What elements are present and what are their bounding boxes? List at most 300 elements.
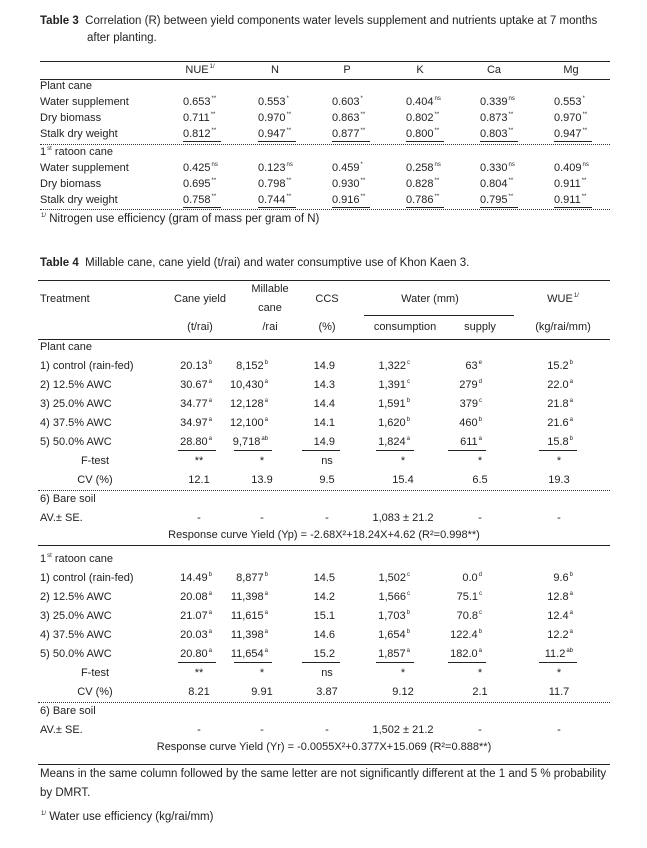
- table3-cell: [480, 178, 513, 190]
- table4-cell: [340, 417, 410, 429]
- table4-cell: [503, 360, 573, 372]
- significance-mark: **: [508, 178, 514, 184]
- table3-cell: [554, 96, 585, 108]
- significance-mark: **: [286, 194, 292, 200]
- table4-cell: [266, 648, 336, 660]
- av-value: -: [325, 512, 329, 524]
- table3-header-k: [390, 64, 450, 76]
- cell-underline: [448, 662, 486, 663]
- table3-cell: [258, 128, 291, 140]
- cell-value: 0.404: [406, 96, 434, 108]
- cell-value: 0.828: [406, 178, 434, 190]
- significance-mark: ns: [286, 162, 293, 168]
- cv-value: 15.4: [392, 474, 414, 486]
- cell-value: 0.863: [332, 112, 360, 124]
- significance-mark: **: [582, 128, 588, 134]
- cell-value: 122.4: [450, 629, 478, 641]
- letter-mark: c: [407, 591, 410, 597]
- letter-mark: ab: [566, 648, 573, 654]
- table4-cell: [266, 360, 336, 372]
- significance-mark: **: [434, 128, 440, 134]
- table4-caption-text: Millable cane, cane yield (t/rai) and water consumptive use of Khon Kaen 3.: [85, 257, 470, 269]
- cell-value: 0.877: [332, 128, 360, 140]
- table4-cell: [503, 591, 573, 603]
- table3-header-label: Ca: [486, 64, 502, 76]
- section-title-sup: st: [47, 146, 52, 152]
- cell-value: 460: [459, 417, 478, 429]
- table4-row-label: 3) 25.0% AWC: [40, 610, 112, 622]
- cell-value: 12.4: [547, 610, 569, 622]
- significance-mark: **: [434, 194, 440, 200]
- table3-row-label: Water supplement: [40, 162, 129, 174]
- table4-label: Table 4: [40, 257, 79, 269]
- cell-value: 0.653: [183, 96, 211, 108]
- cell-value: 11.2: [544, 648, 566, 660]
- table3-cell: [258, 112, 291, 124]
- table4-cell: [198, 379, 268, 391]
- table3-caption: [40, 13, 597, 30]
- header-supply-text: supply: [464, 321, 496, 333]
- cell-value: 0.258: [406, 162, 434, 174]
- ftest-value: **: [194, 455, 204, 467]
- ftest-value: **: [194, 667, 204, 679]
- table4-cell: [198, 572, 268, 584]
- section-title-text: 1: [40, 553, 47, 565]
- letter-mark: a: [264, 610, 268, 616]
- header-wue-text: WUE: [547, 293, 573, 305]
- cell-underline: [406, 141, 444, 142]
- header-millable-2-text: cane: [258, 302, 282, 314]
- table4-row-label: 4) 37.5% AWC: [40, 629, 112, 641]
- cell-value: 0.459: [332, 162, 360, 174]
- cell-value: 0.425: [183, 162, 211, 174]
- table4-dotted-separator: [38, 490, 610, 491]
- table4-note-line2: by DMRT.: [40, 787, 91, 799]
- av-value: -: [557, 512, 561, 524]
- cv-value: 8.21: [188, 686, 210, 698]
- table4-cell: [412, 417, 482, 429]
- header-ccs-unit-text: (%): [318, 321, 336, 333]
- table3-cell: [332, 178, 365, 190]
- cell-value: 14.3: [313, 379, 335, 391]
- cell-value: 1,654: [378, 629, 406, 641]
- ftest-label: F-test: [80, 455, 110, 467]
- table3-cell: [406, 162, 441, 174]
- table4-cell: [340, 572, 410, 584]
- av-value: -: [325, 724, 329, 736]
- letter-mark: a: [208, 398, 212, 404]
- cell-underline: [234, 450, 272, 451]
- header-ccs-text: CCS: [315, 293, 339, 305]
- cell-underline: [258, 141, 296, 142]
- cell-underline: [178, 450, 216, 451]
- av-value: -: [557, 724, 561, 736]
- table3-caption-line1: Correlation (R) between yield components water levels supplement and nutrients uptake at 7 months: [85, 15, 598, 27]
- cv-value: 2.1: [472, 686, 488, 698]
- cell-value: 0.911: [554, 194, 581, 206]
- letter-mark: b: [406, 417, 410, 423]
- cell-value: 21.07: [180, 610, 208, 622]
- header-water-underline: [364, 315, 514, 316]
- header-ccs-unit: [302, 321, 352, 333]
- ftest-value: ns: [321, 667, 333, 679]
- table3-row-label: Water supplement: [40, 96, 129, 108]
- cell-value: 0.873: [480, 112, 508, 124]
- significance-mark: **: [581, 178, 587, 184]
- table4-dotted-separator: [38, 702, 610, 703]
- significance-mark: **: [360, 128, 366, 134]
- bare-soil-label: 6) Bare soil: [40, 493, 96, 505]
- table4-header-rule: [38, 339, 610, 340]
- table4-cell: [412, 572, 482, 584]
- table3-section-title: [40, 80, 92, 92]
- header-treatment-text: Treatment: [40, 293, 90, 305]
- table3-label: Table 3: [40, 15, 79, 27]
- table4-cell: [266, 610, 336, 622]
- cell-value: 0.930: [332, 178, 360, 190]
- cell-value: 9,718: [232, 436, 261, 448]
- table4-caption: [40, 255, 469, 272]
- table4-cell: [340, 398, 410, 410]
- cell-value: 30.67: [180, 379, 208, 391]
- letter-mark: c: [479, 398, 482, 404]
- table3-footnote-text: Nitrogen use efficiency (gram of mass per gram of N): [46, 213, 320, 225]
- table4-cell: [266, 417, 336, 429]
- cell-underline: [332, 207, 370, 208]
- cv-value: 9.91: [251, 686, 273, 698]
- table3-header-p: [317, 64, 377, 76]
- cv-value: 13.9: [251, 474, 273, 486]
- table3-cell: [332, 162, 363, 174]
- cell-value: 9.6: [553, 572, 569, 584]
- cell-value: 21.8: [547, 398, 569, 410]
- cell-value: 0.795: [480, 194, 508, 206]
- cell-value: 14.49: [180, 572, 208, 584]
- letter-mark: a: [569, 629, 573, 635]
- ftest-value: *: [400, 455, 406, 467]
- table3-cell: [258, 162, 293, 174]
- table3-header-nue: [170, 64, 230, 76]
- letter-mark: a: [208, 379, 212, 385]
- cell-underline: [554, 141, 592, 142]
- av-value: -: [197, 724, 201, 736]
- cell-underline: [406, 207, 444, 208]
- table3-cell: [332, 112, 365, 124]
- table4-section-title: [40, 341, 92, 353]
- ftest-label: F-test: [80, 667, 110, 679]
- header-wue-unit-text: (kg/rai/mm): [535, 321, 591, 333]
- table3-row-label: Stalk dry weight: [40, 194, 118, 206]
- cell-value: 0.947: [554, 128, 582, 140]
- table3-row-label: Stalk dry weight: [40, 128, 118, 140]
- table4-wue-note-text: Water use efficiency (kg/rai/mm): [46, 811, 214, 823]
- header-millable-2: [235, 302, 305, 314]
- cell-value: 0.695: [183, 178, 211, 190]
- letter-mark: ab: [261, 436, 268, 442]
- table4-row-label: 3) 25.0% AWC: [40, 398, 112, 410]
- table3-header-n: [245, 64, 305, 76]
- letter-mark: a: [406, 648, 410, 654]
- significance-mark: **: [581, 194, 587, 200]
- header-water-text: Water (mm): [401, 293, 459, 305]
- table3-cell: [332, 96, 363, 108]
- ftest-value: *: [259, 455, 265, 467]
- letter-mark: a: [208, 648, 212, 654]
- table3-cell: [554, 128, 587, 140]
- ftest-value: *: [556, 667, 562, 679]
- table3-cell: [554, 112, 587, 124]
- cell-underline: [234, 662, 272, 663]
- ftest-value: *: [400, 667, 406, 679]
- wue-note-marker: 1/: [41, 811, 47, 817]
- table3-cell: [332, 128, 365, 140]
- table4-cell: [340, 591, 410, 603]
- letter-mark: a: [569, 398, 573, 404]
- cell-value: 34.97: [180, 417, 208, 429]
- cell-value: 14.5: [313, 572, 335, 584]
- letter-mark: a: [264, 417, 268, 423]
- table3-cell: [406, 112, 439, 124]
- table3-section-title: [40, 146, 113, 158]
- cell-value: 0.0: [462, 572, 478, 584]
- cell-value: 12,128: [230, 398, 264, 410]
- letter-mark: b: [478, 417, 482, 423]
- cell-value: 1,502: [378, 572, 406, 584]
- cell-underline: [302, 450, 340, 451]
- significance-mark: **: [211, 96, 217, 102]
- table3-cell: [554, 194, 586, 206]
- cell-value: 8,877: [236, 572, 264, 584]
- header-cane-yield-text: Cane yield: [174, 293, 226, 305]
- cell-value: 1,322: [378, 360, 406, 372]
- section-title-text: Plant cane: [40, 341, 92, 353]
- table4-cell: [340, 360, 410, 372]
- cell-value: 0.123: [258, 162, 286, 174]
- ftest-value: *: [477, 455, 483, 467]
- table3-cell: [480, 128, 513, 140]
- table4-cell: [503, 610, 573, 622]
- letter-mark: a: [569, 610, 573, 616]
- cell-underline: [480, 141, 518, 142]
- significance-mark: **: [360, 112, 366, 118]
- table4-cell: [412, 610, 482, 622]
- cell-underline: [376, 450, 414, 451]
- table4-note-line1: Means in the same column followed by the same letter are not significantly different at the 1 and 5 % probability: [40, 768, 607, 780]
- letter-mark: a: [264, 648, 268, 654]
- header-millable-1: [235, 283, 305, 295]
- table4-cell: [412, 648, 482, 660]
- header-supply: [450, 321, 510, 333]
- table3-header-label: NUE: [185, 64, 209, 76]
- av-se-label: AV.± SE.: [40, 512, 83, 524]
- cell-value: 279: [459, 379, 478, 391]
- table4-cell: [266, 591, 336, 603]
- letter-mark: c: [479, 610, 482, 616]
- footnote-marker: 1/: [41, 213, 47, 219]
- cell-value: 20.80: [180, 648, 208, 660]
- table4-cell: [412, 629, 482, 641]
- nue-footnote-marker: 1/: [209, 64, 215, 70]
- letter-mark: a: [208, 417, 212, 423]
- cell-underline: [539, 450, 577, 451]
- table3-cell: [406, 96, 441, 108]
- av-value: -: [478, 724, 482, 736]
- cell-value: 0.916: [332, 194, 360, 206]
- table4-row-label: 2) 12.5% AWC: [40, 379, 112, 391]
- table3-cell: [406, 128, 439, 140]
- letter-mark: d: [478, 572, 482, 578]
- cell-value: 379: [459, 398, 478, 410]
- cell-value: 0.970: [554, 112, 582, 124]
- table4-cell: [503, 629, 573, 641]
- letter-mark: d: [478, 379, 482, 385]
- header-millable-unit: [235, 321, 305, 333]
- cell-value: 1,566: [378, 591, 406, 603]
- table3-header-mg: [541, 64, 601, 76]
- cell-value: 182.0: [450, 648, 478, 660]
- cell-value: 14.6: [313, 629, 335, 641]
- header-cane-yield-unit-text: (t/rai): [187, 321, 213, 333]
- cell-value: 21.6: [547, 417, 569, 429]
- letter-mark: b: [264, 572, 268, 578]
- significance-mark: **: [508, 194, 514, 200]
- cell-value: 11,654: [230, 648, 264, 660]
- cell-value: 20.03: [180, 629, 208, 641]
- cell-value: 0.339: [480, 96, 508, 108]
- cell-value: 0.802: [406, 112, 434, 124]
- significance-mark: **: [286, 178, 292, 184]
- cell-value: 12.2: [547, 629, 569, 641]
- letter-mark: b: [406, 610, 410, 616]
- letter-mark: b: [264, 360, 268, 366]
- table3-row-label: Dry biomass: [40, 112, 102, 124]
- letter-mark: c: [407, 572, 410, 578]
- header-millable-unit-text: /rai: [262, 321, 278, 333]
- significance-mark: *: [286, 96, 289, 102]
- header-cane-yield-unit: [160, 321, 240, 333]
- letter-mark: b: [569, 572, 573, 578]
- letter-mark: c: [479, 591, 482, 597]
- cell-value: 1,857: [378, 648, 406, 660]
- bare-soil-label: 6) Bare soil: [40, 705, 96, 717]
- header-water: [370, 293, 490, 305]
- cell-value: 0.798: [258, 178, 286, 190]
- header-treatment: [40, 293, 90, 305]
- significance-mark: ns: [211, 162, 218, 168]
- table3-header-label: N: [271, 64, 279, 76]
- letter-mark: a: [478, 648, 482, 654]
- cell-value: 1,591: [378, 398, 406, 410]
- table3-footnote: [40, 211, 319, 228]
- letter-mark: b: [208, 360, 212, 366]
- table4-cell: [340, 648, 410, 660]
- table4-cell: [503, 417, 573, 429]
- cell-value: 0.603: [332, 96, 360, 108]
- cell-value: 0.553: [554, 96, 582, 108]
- letter-mark: a: [569, 417, 573, 423]
- significance-mark: ns: [434, 162, 441, 168]
- cv-value: 9.12: [392, 686, 414, 698]
- table4-cell: [198, 648, 268, 660]
- significance-mark: *: [360, 162, 363, 168]
- significance-mark: **: [508, 128, 514, 134]
- table3-cell: [258, 96, 289, 108]
- cell-underline: [448, 450, 486, 451]
- significance-mark: **: [286, 112, 292, 118]
- av-value: -: [260, 724, 264, 736]
- significance-mark: **: [360, 178, 366, 184]
- table4-cell: [503, 572, 573, 584]
- cv-value: 6.5: [472, 474, 488, 486]
- cell-underline: [183, 207, 221, 208]
- letter-mark: a: [208, 610, 212, 616]
- table4-cell: [198, 436, 268, 448]
- table3-cell: [183, 96, 216, 108]
- table4-cell: [198, 398, 268, 410]
- table4-row-label: 2) 12.5% AWC: [40, 591, 112, 603]
- cell-value: 0.812: [183, 128, 211, 140]
- header-ccs: [302, 293, 352, 305]
- significance-mark: **: [360, 194, 366, 200]
- letter-mark: a: [264, 591, 268, 597]
- table4-bottom-rule: [38, 764, 610, 765]
- table4-section-rule: [38, 545, 610, 546]
- cell-value: 0.800: [406, 128, 434, 140]
- cell-underline: [539, 662, 577, 663]
- table3-cell: [258, 194, 291, 206]
- table3-row-label: Dry biomass: [40, 178, 102, 190]
- cell-value: 8,152: [236, 360, 264, 372]
- significance-mark: ns: [508, 96, 515, 102]
- cv-label: CV (%): [77, 686, 113, 698]
- cell-value: 14.1: [313, 417, 335, 429]
- table4-cell: [198, 610, 268, 622]
- table3-dotted-separator: [40, 209, 610, 210]
- significance-mark: ns: [434, 96, 441, 102]
- table3-cell: [183, 128, 216, 140]
- av-value: 1,502 ± 21.2: [372, 724, 434, 736]
- section-title-sup: st: [47, 553, 52, 559]
- table4-cell: [198, 591, 268, 603]
- table4-cell: [503, 648, 573, 660]
- cell-value: 11,615: [230, 610, 264, 622]
- significance-mark: ns: [582, 162, 589, 168]
- table4-cell: [340, 379, 410, 391]
- cell-underline: [554, 207, 592, 208]
- header-millable-1-text: Millable: [251, 283, 289, 295]
- table4-cell: [340, 610, 410, 622]
- cell-value: 0.758: [183, 194, 211, 206]
- table4-cell: [412, 379, 482, 391]
- table3-cell: [480, 96, 515, 108]
- letter-mark: c: [407, 360, 410, 366]
- table3-cell: [183, 194, 216, 206]
- cell-underline: [302, 662, 340, 663]
- av-se-label: AV.± SE.: [40, 724, 83, 736]
- significance-mark: **: [211, 178, 217, 184]
- table4-cell: [198, 360, 268, 372]
- table3-cell: [480, 194, 513, 206]
- letter-mark: c: [407, 379, 410, 385]
- table4-cell: [340, 629, 410, 641]
- cell-value: 0.553: [258, 96, 286, 108]
- table4-row-label: 4) 37.5% AWC: [40, 417, 112, 429]
- significance-mark: **: [508, 112, 514, 118]
- significance-mark: **: [434, 112, 440, 118]
- av-value: -: [197, 512, 201, 524]
- table3-cell: [406, 178, 439, 190]
- table3-cell: [406, 194, 439, 206]
